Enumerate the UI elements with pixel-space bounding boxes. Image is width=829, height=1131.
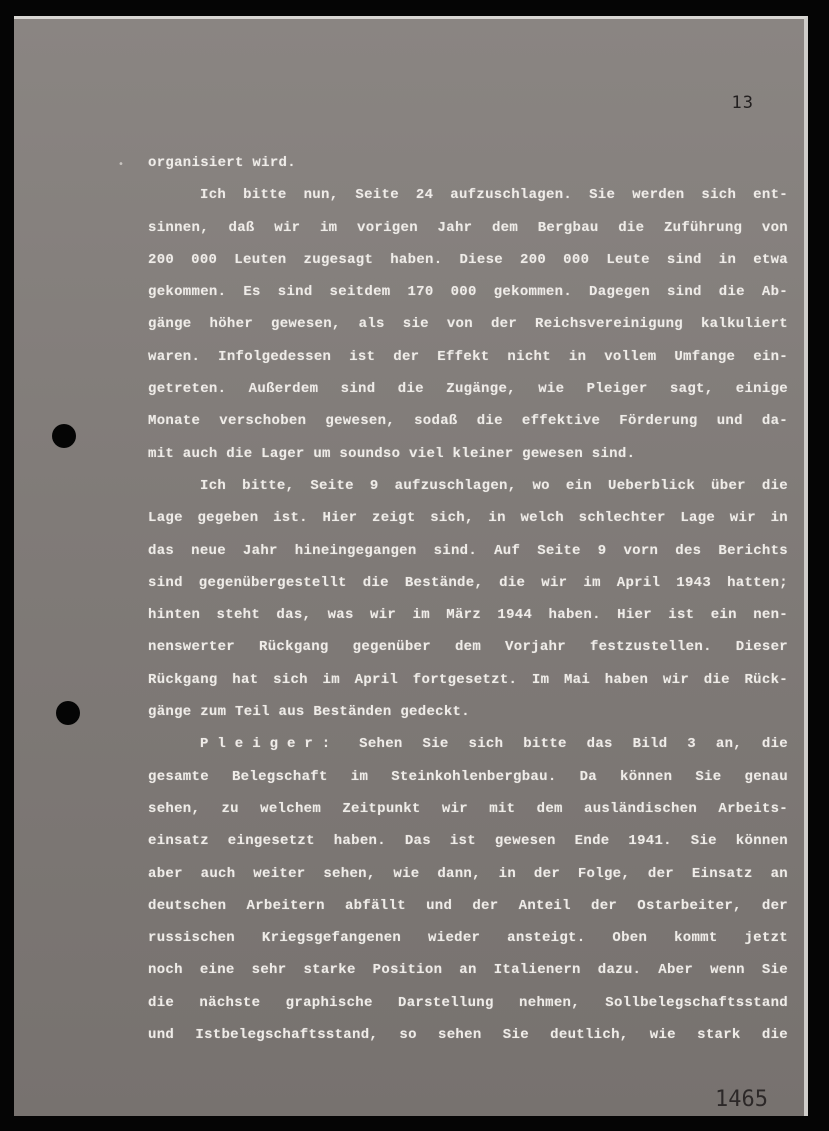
text-line	[148, 922, 788, 954]
archive-number: 1465	[715, 1087, 768, 1112]
text-line-content: Lage gegeben ist. Hier zeigt sich, in welch schlechter Lage wir in	[148, 510, 788, 527]
text-line-content: und Istbelegschaftsstand, so sehen Sie deutlich, wie stark die	[148, 1027, 788, 1044]
text-line-content: russischen Kriegsgefangenen wieder ansteigt. Oben kommt jetzt	[148, 930, 788, 947]
text-line-content: gekommen. Es sind seitdem 170 000 gekommen. Dagegen sind die Ab-	[148, 284, 788, 301]
text-line	[148, 502, 788, 534]
text-line-content: 200 000 Leuten zugesagt haben. Diese 200 000 Leute sind in etwa	[148, 251, 788, 268]
text-line-content: waren. Infolgedessen ist der Effekt nicht in vollem Umfange ein-	[148, 348, 788, 365]
text-line-content: Rückgang hat sich im April fortgesetzt. Im Mai haben wir die Rück-	[148, 671, 788, 688]
text-line	[148, 405, 788, 437]
speaker-name: Pleiger:	[200, 736, 340, 753]
text-line	[148, 761, 788, 793]
text-line-content: aber auch weiter sehen, wie dann, in der Folge, der Einsatz an	[148, 865, 788, 882]
document-page	[14, 16, 808, 1116]
text-line-content: gesamte Belegschaft im Steinkohlenbergbau. Da können Sie genau	[148, 768, 788, 785]
text-line	[148, 858, 788, 890]
text-line	[148, 535, 788, 567]
text-line	[148, 438, 788, 470]
text-line-content: das neue Jahr hineingegangen sind. Auf Seite 9 vorn des Berichts	[148, 542, 788, 559]
text-line-content: sehen, zu welchem Zeitpunkt wir mit dem ausländischen Arbeits-	[148, 800, 788, 817]
text-line	[148, 664, 788, 696]
text-line	[148, 470, 788, 502]
text-line-content: sind gegenübergestellt die Bestände, die wir im April 1943 hatten;	[148, 574, 788, 591]
text-line	[148, 696, 788, 728]
text-line-content: noch eine sehr starke Position an Italienern dazu. Aber wenn Sie	[148, 962, 788, 979]
text-line	[148, 567, 788, 599]
text-line-content: organisiert wird.	[148, 155, 296, 171]
text-line-content: Ich bitte nun, Seite 24 aufzuschlagen. Sie werden sich ent-	[200, 187, 788, 204]
punch-hole	[56, 701, 80, 725]
text-line	[148, 179, 788, 211]
text-line-content: Ich bitte, Seite 9 aufzuschlagen, wo ein Ueberblick über die	[200, 477, 788, 494]
text-line-content: getreten. Außerdem sind die Zugänge, wie Pleiger sagt, einige	[148, 381, 788, 398]
text-line	[148, 599, 788, 631]
typewritten-text	[148, 147, 788, 1051]
text-line-content: einsatz eingesetzt haben. Das ist gewesen Ende 1941. Sie können	[148, 833, 788, 850]
text-line-content: die nächste graphische Darstellung nehmen, Sollbelegschaftsstand	[148, 994, 788, 1011]
text-line	[148, 308, 788, 340]
text-line-content: deutschen Arbeitern abfällt und der Anteil der Ostarbeiter, der	[148, 897, 788, 914]
text-line-content: gänge zum Teil aus Beständen gedeckt.	[148, 704, 470, 721]
text-line	[148, 212, 788, 244]
text-line-content: hinten steht das, was wir im März 1944 haben. Hier ist ein nen-	[148, 607, 788, 624]
text-line	[148, 890, 788, 922]
text-line	[148, 373, 788, 405]
text-line	[148, 825, 788, 857]
text-line	[148, 244, 788, 276]
text-line-content: gänge höher gewesen, als sie von der Reichsvereinigung kalkuliert	[148, 316, 788, 333]
margin-mark: •	[118, 159, 124, 170]
text-line-content: sinnen, daß wir im vorigen Jahr dem Bergbau die Zuführung von	[148, 219, 788, 236]
text-line	[148, 728, 788, 760]
text-line	[148, 1019, 788, 1051]
text-line	[148, 341, 788, 373]
text-line-content: Sehen Sie sich bitte das Bild 3 an, die	[359, 736, 789, 753]
text-line	[148, 631, 788, 663]
text-line-content: nenswerter Rückgang gegenüber dem Vorjahr festzustellen. Dieser	[148, 639, 788, 656]
text-line	[148, 793, 788, 825]
text-line	[148, 987, 788, 1019]
text-line-content: Monate verschoben gewesen, sodaß die effektive Förderung und da-	[148, 413, 788, 430]
text-line-content: mit auch die Lager um soundso viel kleiner gewesen sind.	[148, 445, 636, 462]
text-line	[148, 954, 788, 986]
text-line	[148, 147, 788, 179]
punch-hole	[52, 424, 76, 448]
page-number: 13	[731, 93, 754, 113]
text-line	[148, 276, 788, 308]
